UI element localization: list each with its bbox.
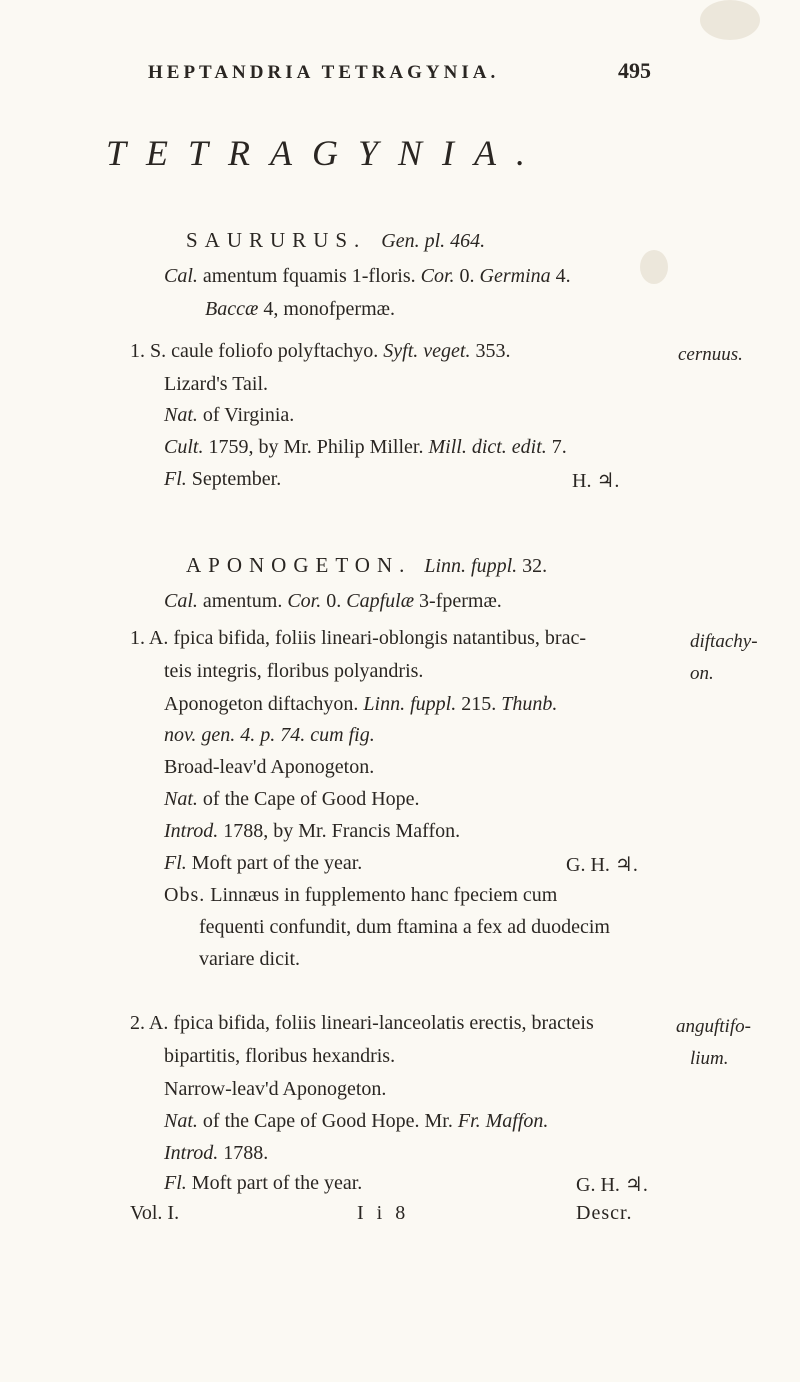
species-number: 2. bbox=[130, 1012, 145, 1034]
character-line bbox=[164, 265, 571, 288]
margin-epithet-cont: on. bbox=[690, 663, 714, 684]
species-line bbox=[130, 1012, 594, 1035]
synonym-reference: Linn. fuppl. bbox=[363, 693, 457, 715]
genus-reference: Linn. fuppl. bbox=[424, 555, 518, 577]
cal-text: amentum fquamis 1-floris. bbox=[197, 265, 421, 287]
intro-text: 1788, by Mr. Francis Maffon. bbox=[218, 820, 461, 842]
synonym-line-cont: nov. gen. 4. p. 74. cum fig. bbox=[164, 724, 375, 746]
character-line bbox=[164, 590, 502, 613]
flowering-line bbox=[164, 1172, 362, 1195]
cal-label: Cal. bbox=[164, 590, 198, 612]
cult-label: Cult. bbox=[164, 436, 204, 458]
margin-epithet: cernuus. bbox=[678, 344, 743, 365]
obs-label: Obs. bbox=[164, 884, 206, 906]
species-line bbox=[130, 627, 586, 650]
native-line bbox=[164, 1110, 548, 1133]
species-diagnosis-cont: teis integris, floribus polyandris. bbox=[164, 660, 424, 682]
house-code: G. H. ♃. bbox=[566, 854, 638, 876]
intro-label: Introd. bbox=[164, 820, 219, 842]
fl-text: Moft part of the year. bbox=[186, 852, 363, 874]
genus-name: APONOGETON. bbox=[186, 553, 412, 577]
species-diagnosis-cont: bipartitis, floribus hexandris. bbox=[164, 1045, 396, 1067]
observation-line bbox=[164, 884, 557, 907]
cult-reference-number: 7. bbox=[546, 436, 567, 458]
flowering-line bbox=[164, 468, 281, 491]
genus-reference: Gen. pl. 464. bbox=[381, 230, 486, 252]
nat-text: of the Cape of Good Hope. Mr. bbox=[197, 1110, 458, 1132]
volume-mark: Vol. I. bbox=[130, 1202, 180, 1224]
species-number: 1. bbox=[130, 627, 145, 649]
flowering-line bbox=[164, 852, 362, 875]
genus-name: SAURURUS. bbox=[186, 228, 367, 252]
intro-label: Introd. bbox=[164, 1142, 219, 1164]
bacca-label: Baccæ bbox=[205, 298, 259, 320]
cor-text: 0. bbox=[454, 265, 480, 287]
germina-label: Germina bbox=[479, 265, 551, 287]
introduction-line bbox=[164, 820, 460, 843]
intro-text: 1788. bbox=[218, 1142, 269, 1164]
margin-epithet: diftachy- bbox=[690, 631, 758, 652]
introduction-line bbox=[164, 1142, 268, 1165]
cal-label: Cal. bbox=[164, 265, 198, 287]
species-reference-number: 353. bbox=[470, 340, 511, 362]
cor-text: 0. bbox=[321, 590, 347, 612]
germina-text: 4. bbox=[550, 265, 571, 287]
cultivation-line bbox=[164, 436, 567, 459]
common-name: Narrow-leav'd Aponogeton. bbox=[164, 1078, 387, 1100]
species-line bbox=[130, 340, 510, 363]
bacca-text: 4, monofpermæ. bbox=[258, 298, 395, 320]
species-diagnosis: A. fpica bifida, foliis lineari-oblongis natantibus, brac- bbox=[148, 627, 587, 649]
synonym-text: Aponogeton diftachyon. bbox=[164, 693, 364, 715]
fl-label: Fl. bbox=[164, 468, 187, 490]
synonym-number: 215. bbox=[456, 693, 502, 715]
cult-text: 1759, by Mr. Philip Miller. bbox=[203, 436, 429, 458]
synonym-line bbox=[164, 693, 557, 716]
signature-mark: I i 8 bbox=[357, 1202, 410, 1224]
nat-label: Nat. bbox=[164, 1110, 198, 1132]
native-line bbox=[164, 404, 294, 427]
cal-text: amentum. bbox=[197, 590, 288, 612]
margin-epithet-cont: lium. bbox=[690, 1048, 729, 1069]
native-line bbox=[164, 788, 420, 811]
order-title: TETRAGYNIA. bbox=[106, 133, 546, 173]
cor-label: Cor. bbox=[420, 265, 455, 287]
nat-text: of the Cape of Good Hope. bbox=[197, 788, 420, 810]
species-diagnosis: S. caule foliofo polyftachyo. bbox=[150, 340, 384, 362]
running-header: HEPTANDRIA TETRAGYNIA. bbox=[148, 62, 500, 83]
common-name: Lizard's Tail. bbox=[164, 373, 269, 395]
species-diagnosis: A. fpica bifida, foliis lineari-lanceolatis erectis, bracteis bbox=[148, 1012, 594, 1034]
catchword: Descr. bbox=[576, 1202, 633, 1224]
fl-label: Fl. bbox=[164, 1172, 187, 1194]
common-name: Broad-leav'd Aponogeton. bbox=[164, 756, 375, 778]
margin-epithet: anguftifo- bbox=[676, 1016, 751, 1037]
genus-reference-number: 32. bbox=[517, 555, 548, 577]
capsule-label: Capfulæ bbox=[346, 590, 415, 612]
genus-heading-saururus bbox=[186, 228, 485, 253]
cult-reference: Mill. dict. edit. bbox=[428, 436, 547, 458]
nat-label: Nat. bbox=[164, 788, 198, 810]
paper-stain bbox=[640, 250, 668, 284]
character-line bbox=[205, 298, 395, 321]
house-code: H. ♃. bbox=[572, 470, 620, 492]
obs-text: Linnæus in fupplemento hanc fpeciem cum bbox=[205, 884, 558, 906]
species-reference: Syft. veget. bbox=[383, 340, 471, 362]
observation-line-cont: fequenti confundit, dum ftamina a fex ad duodecim bbox=[199, 916, 610, 938]
nat-collector: Fr. Maffon. bbox=[457, 1110, 549, 1132]
fl-text: September. bbox=[186, 468, 282, 490]
page-number: 495 bbox=[618, 58, 651, 83]
fl-label: Fl. bbox=[164, 852, 187, 874]
synonym-author: Thunb. bbox=[501, 693, 558, 715]
cor-label: Cor. bbox=[287, 590, 322, 612]
paper-stain bbox=[700, 0, 760, 40]
observation-line-cont: variare dicit. bbox=[199, 948, 301, 970]
fl-text: Moft part of the year. bbox=[186, 1172, 363, 1194]
capsule-text: 3-fpermæ. bbox=[414, 590, 502, 612]
nat-text: of Virginia. bbox=[197, 404, 295, 426]
nat-label: Nat. bbox=[164, 404, 198, 426]
house-code: G. H. ♃. bbox=[576, 1174, 648, 1196]
species-number: 1. bbox=[130, 340, 145, 362]
genus-heading-aponogeton bbox=[186, 553, 547, 578]
